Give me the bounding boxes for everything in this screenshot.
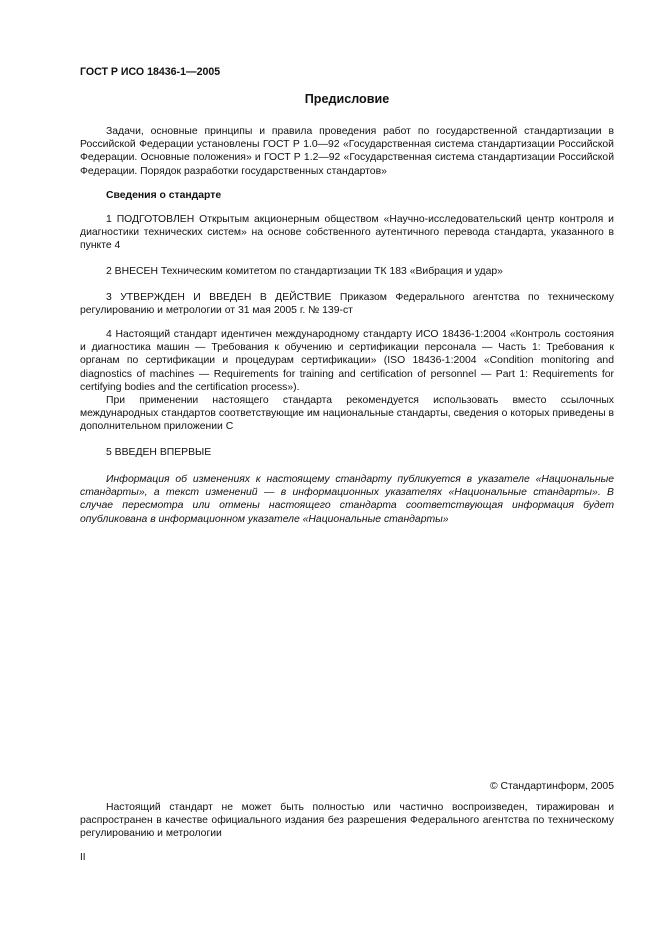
item-1-paragraph: 1 ПОДГОТОВЛЕН Открытым акционерным обществом «Научно-исследовательский центр контроля и диагностики технических систем» на основе собственного аутентичного перевода стандарта, указанного в пункте 4 (80, 214, 614, 252)
info-heading: Сведения о стандарте (106, 190, 222, 201)
copyright-line: © Стандартинформ, 2005 (489, 781, 614, 792)
page-number: II (80, 852, 86, 863)
item-4-paragraph: 4 Настоящий стандарт идентичен международному стандарту ИСО 18436-1:2004 «Контроль состояния и диагностика машин — Требования к обучению и сертификации персонала — Часть 1: Требования к органам по сертификации и процедурам сертификации» (ISO 18436-1:2004 «Condition monitoring and diagnostics of machines — Requirements for training and certification of personnel — Part 1: Requirements for certifying bodies and the certification process»). (80, 329, 614, 393)
change-info-paragraph: Информация об изменениях к настоящему стандарту публикуется в указателе «Национальные стандарты», а текст изменений — в информационных указателях «Национальные стандарты». В случае пересмотра или отмены настоящего стандарта соответствующая информация будет опубликована в информационном указателе «Национальные стандарты» (80, 474, 614, 525)
reproduction-notice-paragraph: Настоящий стандарт не может быть полностью или частично воспроизведен, тиражирован и распространен в качестве официального издания без разрешения Федерального агентства по техническому регулированию и метрологии (80, 802, 614, 840)
intro-paragraph: Задачи, основные принципы и правила проведения работ по государственной стандартизации в Российской Федерации установлены ГОСТ Р 1.0—92 «Государственная система стандартизации Российской Федерации. Основные положения» и ГОСТ Р 1.2—92 «Государственная система стандартизации Российской Федерации. Порядок разработки государственных стандартов» (80, 126, 614, 177)
document-code-header: ГОСТ Р ИСО 18436-1—2005 (80, 66, 221, 78)
item-4-note-paragraph: При применении настоящего стандарта рекомендуется использовать вместо ссылочных международных стандартов соответствующие им национальные стандарты, сведения о которых приведены в дополнительном приложении С (80, 395, 614, 433)
item-3-paragraph: 3 УТВЕРЖДЕН И ВВЕДЕН В ДЕЙСТВИЕ Приказом Федерального агентства по техническому регулированию и метрологии от 31 мая 2005 г. № 139-ст (80, 292, 614, 317)
page-title: Предисловие (304, 92, 390, 106)
item-2-paragraph: 2 ВНЕСЕН Техническим комитетом по стандартизации ТК 183 «Вибрация и удар» (106, 266, 503, 277)
item-5-paragraph: 5 ВВЕДЕН ВПЕРВЫЕ (106, 447, 212, 458)
